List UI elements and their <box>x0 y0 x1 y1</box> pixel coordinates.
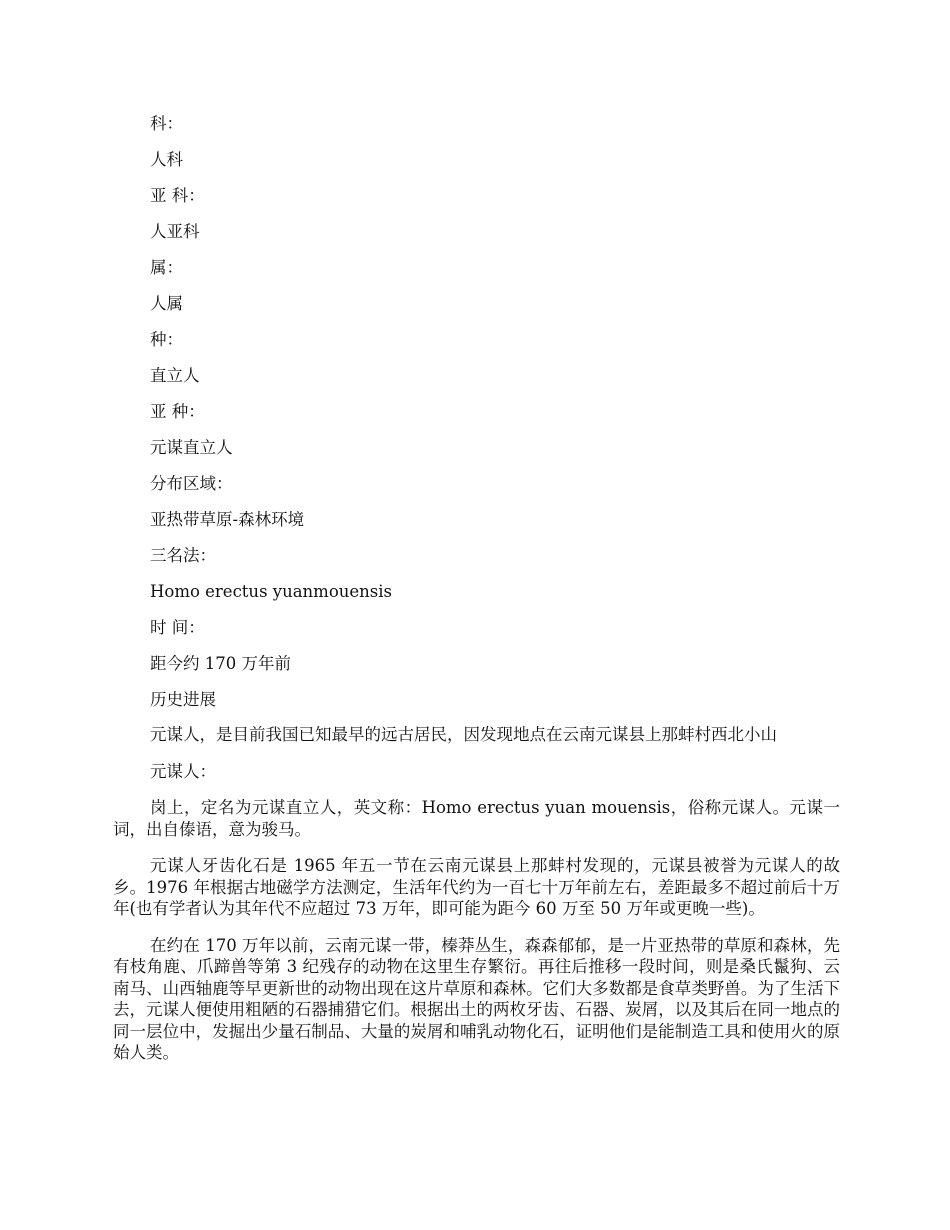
paragraph-name-origin: 岗上，定名为元谋直立人，英文称：Homo erectus yuan mouensis，俗称元谋人。元谋一词，出自傣语，意为骏马。 <box>113 798 840 839</box>
intro-paragraph: 元谋人，是目前我国已知最早的远古居民，因发现地点在云南元谋县上那蚌村西北小山 <box>150 725 777 744</box>
field-value-family: 人科 <box>150 150 183 169</box>
field-label-subspecies: 亚 种： <box>150 402 205 421</box>
field-value-subspecies: 元谋直立人 <box>150 438 233 457</box>
paragraph-environment: 在约在 170 万年以前，云南元谋一带，榛莽丛生，森森郁郁，是一片亚热带的草原和森林，先有枝角鹿、爪蹄兽等第 3 纪残存的动物在这里生存繁衍。再往后推移一段时间，则是桑氏鬣狗、云南马、山西轴鹿等早更新世的动物出现在这片草原和森林。它们大多数都是食草类野兽。为了生活下去，元谋人便使用粗陋的石器捕猎它们。根据出土的两枚牙齿、石器、炭屑，以及其后在同一地点的同一层位中，发掘出少量石制品、大量的炭屑和哺乳动物化石，证明他们是能制造工具和使用火的原始人类。 <box>113 935 840 1062</box>
field-label-time: 时 间： <box>150 618 205 637</box>
field-value-distribution: 亚热带草原-森林环境 <box>150 510 305 529</box>
section-title: 历史进展 <box>150 690 216 709</box>
paragraph-discovery: 元谋人牙齿化石是 1965 年五一节在云南元谋县上那蚌村发现的，元谋县被誉为元谋人的故乡。1976 年根据古地磁学方法测定，生活年代约为一百七十万年前左右，差距最多不超过前后十万年(也有学者认为其年代不应超过 73 万年，即可能为距今 60 万至 50 万年或更晚一些)。 <box>113 856 840 918</box>
document-body <box>113 112 840 1079</box>
field-label-subfamily: 亚 科： <box>150 186 205 205</box>
field-label-trinomial: 三名法： <box>150 546 216 565</box>
field-value-trinomial: Homo erectus yuanmouensis <box>150 582 392 601</box>
field-value-species: 直立人 <box>150 366 200 385</box>
field-value-time: 距今约 170 万年前 <box>150 654 291 673</box>
field-label-family: 科： <box>150 114 183 133</box>
field-value-subfamily: 人亚科 <box>150 222 200 241</box>
sub-label: 元谋人： <box>150 761 216 781</box>
field-label-genus: 属： <box>150 258 183 277</box>
field-label-species: 种： <box>150 330 183 349</box>
field-value-genus: 人属 <box>150 294 183 313</box>
field-label-distribution: 分布区域： <box>150 474 233 493</box>
